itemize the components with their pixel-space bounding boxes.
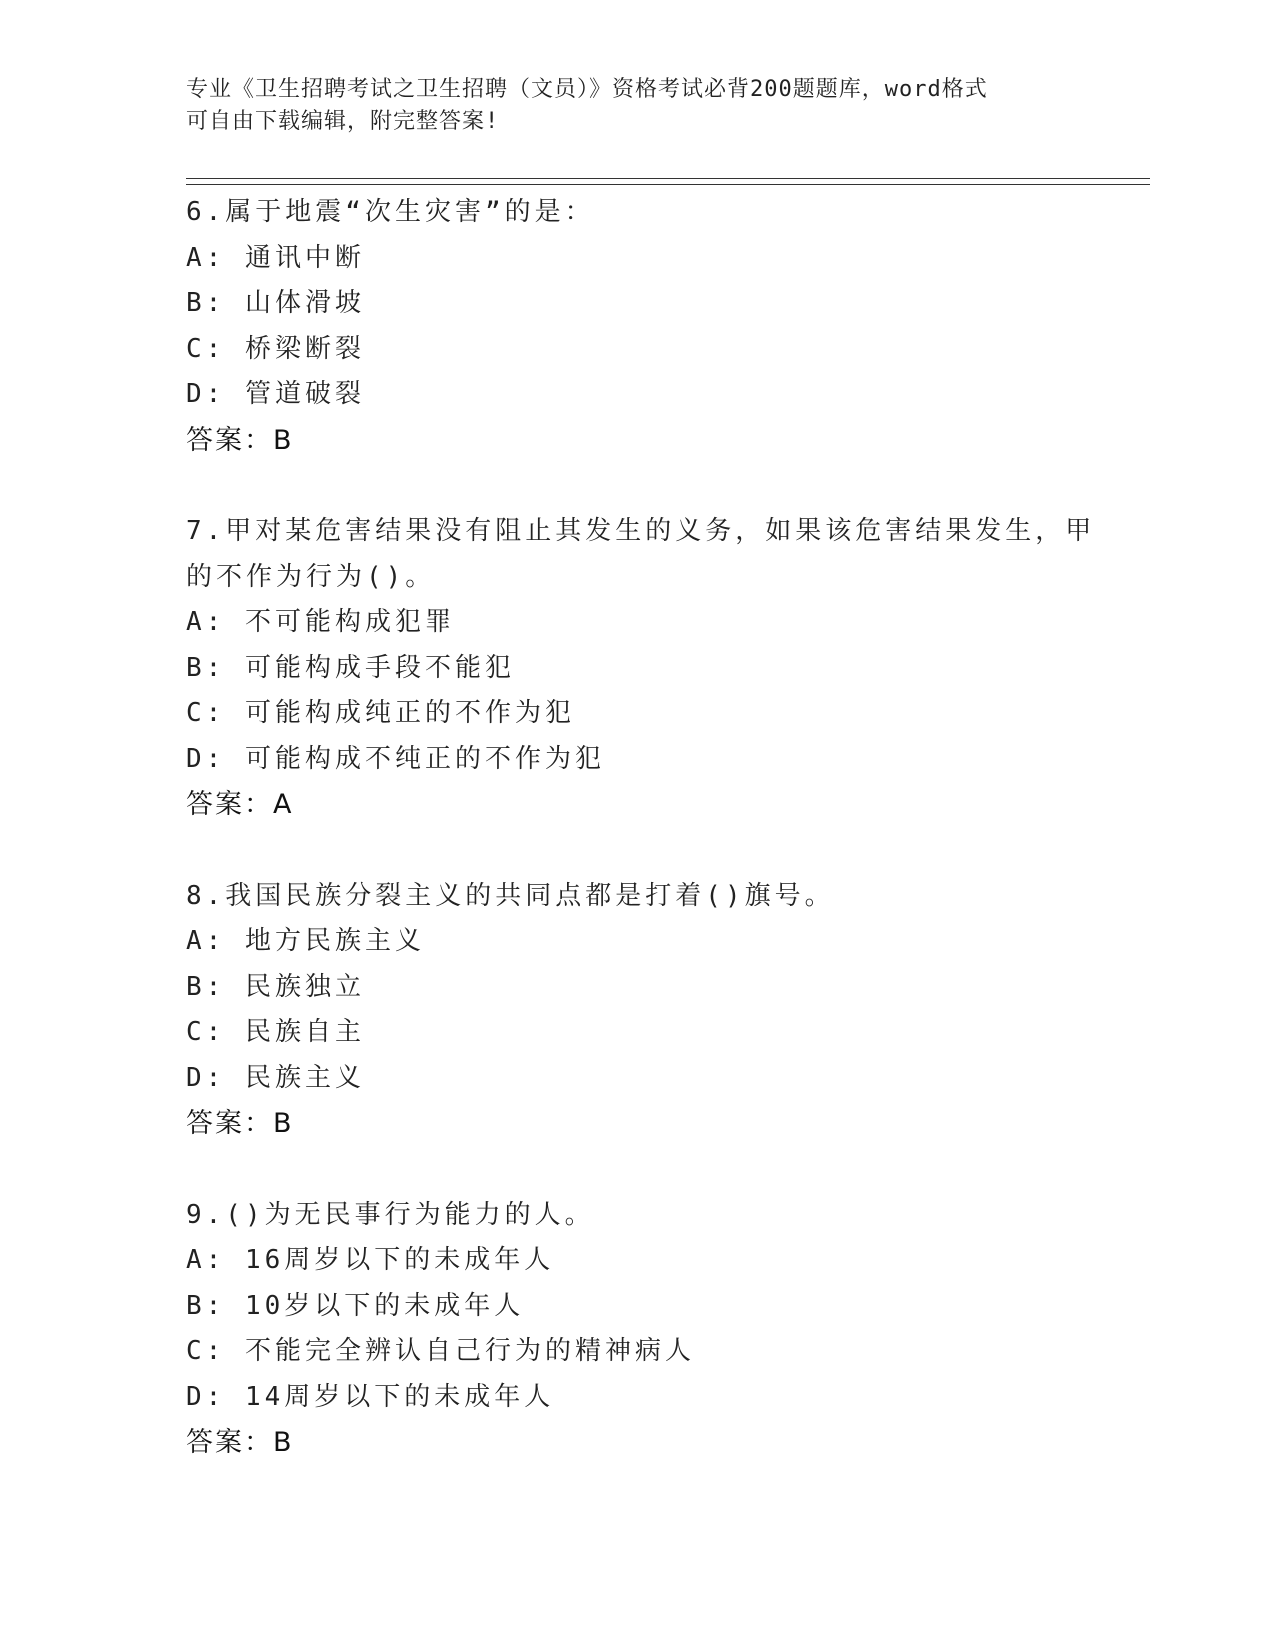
option-d: D: 管道破裂 [186, 379, 365, 409]
question-8 [186, 874, 1086, 1147]
header-divider-top [186, 178, 1150, 179]
question-6 [186, 190, 1086, 463]
option-a: A: 通讯中断 [186, 242, 365, 273]
option-a: A: 地方民族主义 [186, 926, 425, 956]
question-9 [186, 1193, 1086, 1466]
question-stem: 6.属于地震“次生灾害”的是： [186, 197, 595, 227]
header-divider-bottom [186, 184, 1150, 185]
option-c: C: 民族自主 [186, 1017, 365, 1047]
question-stem: 9.()为无民事行为能力的人。 [186, 1199, 595, 1230]
question-stem-continued: 的不作为行为()。 [186, 561, 436, 592]
option-a: A: 16周岁以下的未成年人 [186, 1245, 555, 1275]
header-line-1: 专业《卫生招聘考试之卫生招聘（文员）》资格考试必背200题题库，word格式 [186, 77, 988, 102]
option-b: B: 可能构成手段不能犯 [186, 652, 515, 683]
option-d: D: 14周岁以下的未成年人 [186, 1381, 555, 1412]
option-c: C: 桥梁断裂 [186, 333, 365, 364]
option-b: B: 民族独立 [186, 971, 365, 1002]
option-b: B: 10岁以下的未成年人 [186, 1290, 525, 1321]
option-d: D: 民族主义 [186, 1062, 365, 1093]
answer-line: 答案：B [186, 1427, 294, 1458]
option-d: D: 可能构成不纯正的不作为犯 [186, 743, 605, 774]
answer-line: 答案：B [186, 424, 294, 456]
header-line-2: 可自由下载编辑，附完整答案! [186, 109, 500, 134]
document-header [186, 74, 1066, 138]
option-b: B: 山体滑坡 [186, 288, 365, 318]
option-c: C: 不能完全辨认自己行为的精神病人 [186, 1336, 695, 1366]
question-stem: 7.甲对某危害结果没有阻止其发生的义务，如果该危害结果发生，甲 [186, 516, 1096, 546]
answer-line: 答案：A [186, 789, 294, 820]
question-7 [186, 509, 1096, 828]
option-c: C: 可能构成纯正的不作为犯 [186, 698, 575, 728]
answer-line: 答案：B [186, 1108, 294, 1139]
option-a: A: 不可能构成犯罪 [186, 607, 455, 637]
question-list [186, 190, 1096, 1512]
question-stem: 8.我国民族分裂主义的共同点都是打着()旗号。 [186, 880, 835, 911]
